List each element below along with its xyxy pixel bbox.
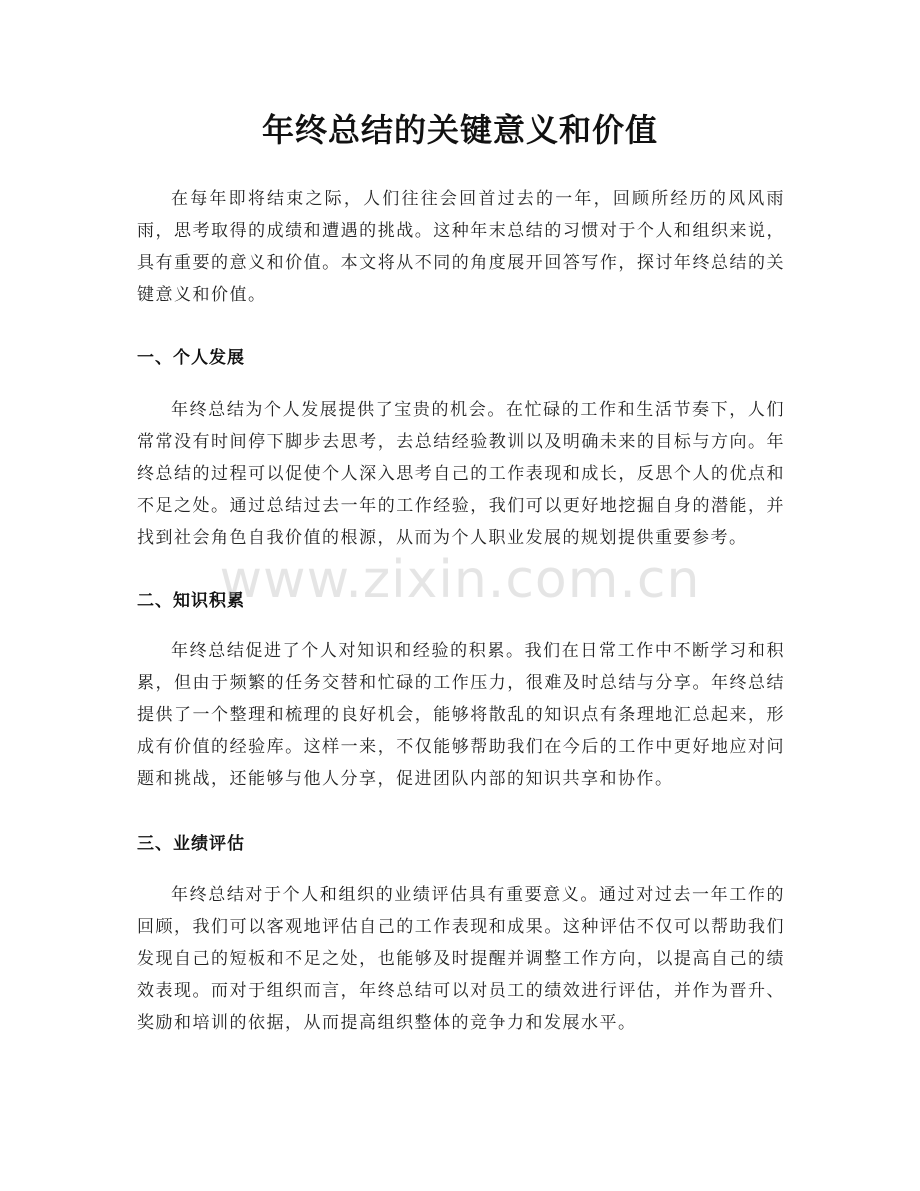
section-body-knowledge-accumulation: 年终总结促进了个人对知识和经验的积累。我们在日常工作中不断学习和积累，但由于频繁的任务交替和忙碌的工作压力，很难及时总结与分享。年终总结提供了一个整理和梳理的良好机会，能够将散乱的知识点有条理地汇总起来，形成有价值的经验库。这样一来，不仅能够帮助我们在今后的工作中更好地应对问题和挑战，还能够与他人分享，促进团队内部的知识共享和协作。 — [137, 641, 785, 789]
intro-paragraph: 在每年即将结束之际，人们往往会回首过去的一年，回顾所经历的风风雨雨，思考取得的成绩和遭遇的挑战。这种年末总结的习惯对于个人和组织来说，具有重要的意义和价值。本文将从不同的角度展开回答写作，探讨年终总结的关键意义和价值。 — [137, 189, 785, 305]
watermark: www.zixin.com.cn — [219, 550, 701, 610]
section-heading-personal-development: 一、个人发展 — [137, 348, 245, 368]
section-body-personal-development: 年终总结为个人发展提供了宝贵的机会。在忙碌的工作和生活节奏下，人们常常没有时间停下脚步去思考，去总结经验教训以及明确未来的目标与方向。年终总结的过程可以促使个人深入思考自己的工作表现和成长，反思个人的优点和不足之处。通过总结过去一年的工作经验，我们可以更好地挖掘自身的潜能，并找到社会角色自我价值的根源，从而为个人职业发展的规划提供重要参考。 — [137, 400, 785, 548]
section-heading-performance-evaluation: 三、业绩评估 — [137, 834, 245, 854]
section-heading-knowledge-accumulation: 二、知识积累 — [137, 591, 245, 611]
document-title: 年终总结的关键意义和价值 — [261, 111, 658, 149]
section-body-performance-evaluation: 年终总结对于个人和组织的业绩评估具有重要意义。通过对过去一年工作的回顾，我们可以客观地评估自己的工作表现和成果。这种评估不仅可以帮助我们发现自己的短板和不足之处，也能够及时提醒并调整工作方向，以提高自己的绩效表现。而对于组织而言，年终总结可以对员工的绩效进行评估，并作为晋升、奖励和培训的依据，从而提高组织整体的竞争力和发展水平。 — [137, 885, 785, 1033]
